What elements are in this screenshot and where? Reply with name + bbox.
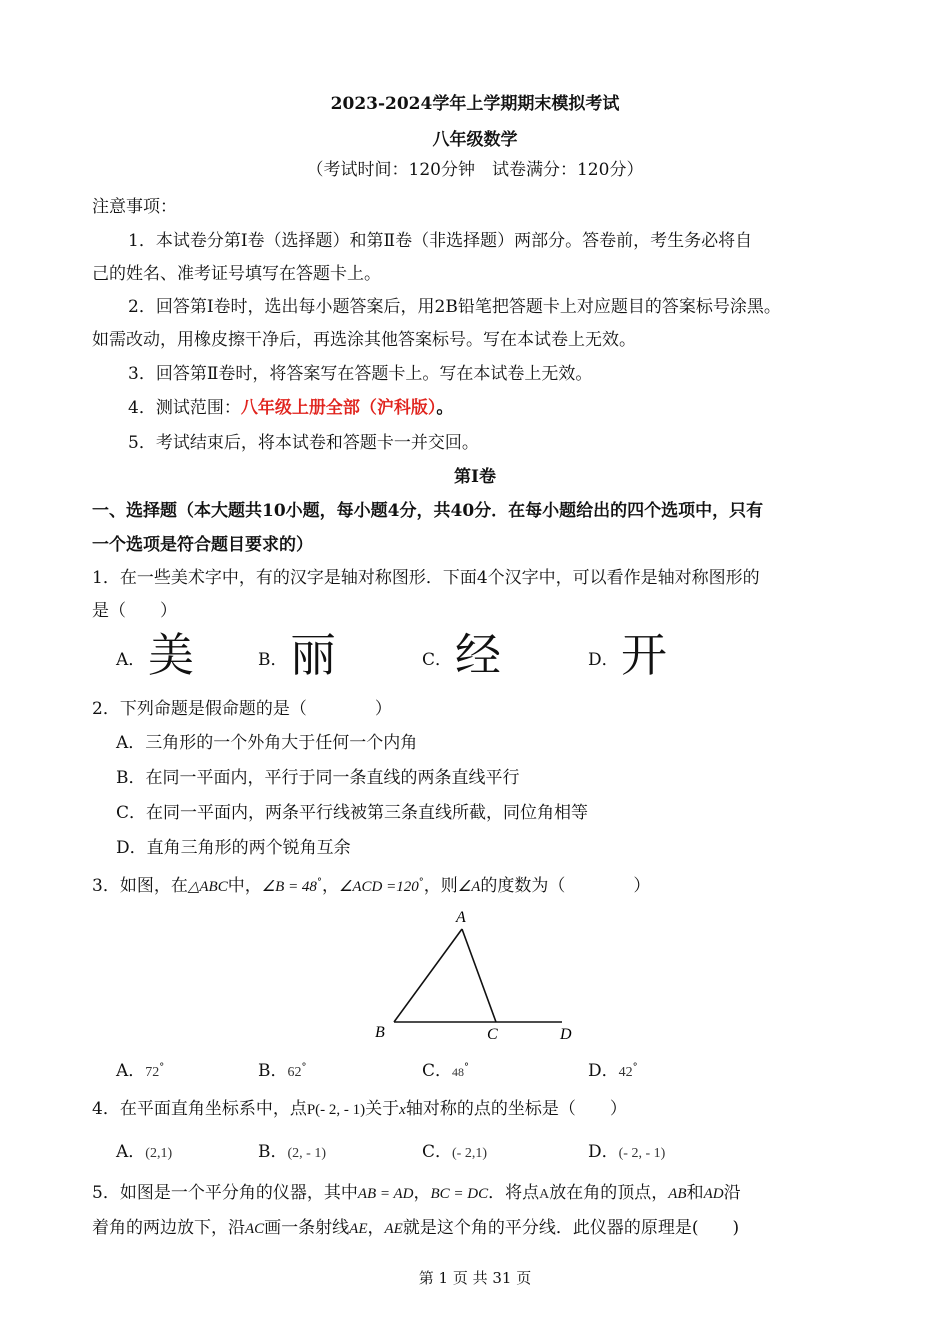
q5-line2-text-3: ， bbox=[367, 1218, 385, 1238]
q3-option-b bbox=[258, 1056, 307, 1085]
degree-symbol: ° bbox=[159, 1062, 165, 1073]
q4-text-1: 4．在平面直角坐标系中，点 bbox=[92, 1099, 307, 1119]
q3-math-angle-acd: ∠ACD =120 bbox=[338, 879, 419, 895]
q4-text-2: 关于 bbox=[365, 1099, 400, 1119]
exam-info: （考试时间：120分钟 试卷满分：120分） bbox=[306, 160, 644, 180]
degree-symbol: ° bbox=[418, 877, 424, 888]
q4-option-b-label: B． bbox=[258, 1142, 288, 1162]
q1-option-d-label: D． bbox=[588, 650, 619, 670]
note-5: 5．考试结束后，将本试卷和答题卡一并交回。 bbox=[128, 433, 479, 453]
q2-option-d: D．直角三角形的两个锐角互余 bbox=[116, 838, 351, 858]
point-label-c: C bbox=[487, 1026, 498, 1043]
q3-option-a bbox=[116, 1056, 164, 1085]
page-number: 第 1 页 共 31 页 bbox=[418, 1269, 532, 1287]
q3-option-d-value: 42 bbox=[618, 1065, 633, 1080]
point-label-a: A bbox=[456, 909, 466, 926]
segment-ab bbox=[394, 929, 462, 1022]
q5-math-ae: AE bbox=[349, 1221, 368, 1237]
q5-math-ad: AD bbox=[703, 1186, 724, 1202]
q4-math-x: x bbox=[399, 1102, 406, 1118]
volume-title: 第Ⅰ卷 bbox=[454, 467, 496, 487]
q5-text-4: 放在角的顶点， bbox=[549, 1183, 669, 1203]
q5-text-1: 5．如图是一个平分角的仪器，其中 bbox=[92, 1183, 358, 1203]
q5-text-6: 沿 bbox=[723, 1183, 741, 1203]
exam-title: 2023-2024学年上学期期末模拟考试 bbox=[330, 94, 620, 114]
section-1-heading-line-1: 一、选择题（本大题共10小题，每小题4分，共40分．在每小题给出的四个选项中，只有 bbox=[92, 501, 764, 521]
q4-option-a-value: (2,1) bbox=[145, 1146, 173, 1161]
q5-text-5: 和 bbox=[686, 1183, 704, 1203]
q5-line2-text-1: 着角的两边放下，沿 bbox=[92, 1218, 245, 1238]
note-4-prefix: 4．测试范围： bbox=[128, 398, 241, 418]
q4-option-c-value: (- 2,1) bbox=[452, 1146, 488, 1161]
notes-heading: 注意事项： bbox=[92, 197, 177, 217]
q4-option-b-value: (2, - 1) bbox=[287, 1146, 326, 1161]
q3-text-4: ，则 bbox=[423, 876, 458, 896]
degree-symbol: ° bbox=[301, 1062, 307, 1073]
q3-stem bbox=[92, 871, 650, 899]
q4-math-point: P(- 2, - 1) bbox=[306, 1102, 366, 1118]
q5-stem-line-2 bbox=[92, 1216, 739, 1241]
point-label-b: B bbox=[375, 1024, 385, 1041]
note-2-line-1: 2．回答第Ⅰ卷时，选出每小题答案后，用2B铅笔把答题卡上对应题目的答案标号涂黑。 bbox=[128, 297, 781, 317]
q1-option-b-label: B． bbox=[258, 650, 288, 670]
q3-option-b-label: B． bbox=[258, 1061, 288, 1081]
test-scope-highlight: 八年级上册全部（沪科版） bbox=[240, 398, 437, 418]
q3-option-c bbox=[422, 1056, 469, 1084]
q5-math-ac: AC bbox=[245, 1221, 265, 1237]
q1-stem-line-2: 是（ ） bbox=[92, 601, 177, 621]
note-4-suffix: 。 bbox=[436, 398, 454, 418]
q5-math-ab: AB bbox=[668, 1186, 687, 1202]
note-1-line-1: 1．本试卷分第Ⅰ卷（选择题）和第Ⅱ卷（非选择题）两部分。答卷前，考生务必将自 bbox=[128, 231, 753, 251]
q5-math-ab-ad: AB = AD bbox=[357, 1186, 414, 1202]
q3-text-1: 3．如图，在 bbox=[92, 876, 188, 896]
q4-text-3: 轴对称的点的坐标是（ ） bbox=[405, 1099, 627, 1119]
q3-option-b-value: 62 bbox=[287, 1065, 302, 1080]
degree-symbol: ° bbox=[464, 1062, 470, 1073]
note-4 bbox=[128, 396, 453, 420]
q4-option-b bbox=[258, 1140, 326, 1166]
note-1-line-2: 己的姓名、准考证号填写在答题卡上。 bbox=[92, 264, 381, 284]
q3-text-2: 中， bbox=[227, 876, 262, 896]
q3-option-c-label: C． bbox=[422, 1061, 453, 1081]
q2-option-b: B．在同一平面内，平行于同一条直线的两条直线平行 bbox=[116, 768, 520, 788]
q3-math-angle-a: ∠A bbox=[457, 879, 481, 895]
segment-ac bbox=[462, 929, 496, 1022]
exam-subject: 八年级数学 bbox=[432, 130, 518, 150]
q4-option-d-value: (- 2, - 1) bbox=[618, 1146, 666, 1161]
q3-option-a-value: 72 bbox=[145, 1065, 160, 1080]
q2-stem: 2．下列命题是假命题的是（ ） bbox=[92, 699, 392, 719]
q3-option-d bbox=[588, 1056, 638, 1085]
q5-text-2: ， bbox=[413, 1183, 431, 1203]
q5-math-a: A bbox=[539, 1187, 550, 1202]
q1-option-d-char: 开 bbox=[621, 628, 667, 682]
q4-option-d-label: D． bbox=[588, 1142, 619, 1162]
point-label-d: D bbox=[560, 1026, 572, 1043]
q1-stem-line-1: 1．在一些美术字中，有的汉字是轴对称图形．下面4个汉字中，可以看作是轴对称图形的 bbox=[92, 568, 760, 588]
q5-math-ae-2: AE bbox=[384, 1221, 403, 1237]
q1-option-b-char: 丽 bbox=[290, 628, 336, 682]
q4-stem bbox=[92, 1097, 627, 1122]
q5-text-3: ．将点 bbox=[488, 1183, 540, 1203]
q3-option-c-value: 48 bbox=[452, 1065, 465, 1079]
section-1-heading-line-2: 一个选项是符合题目要求的） bbox=[92, 535, 313, 555]
q4-option-d bbox=[588, 1140, 665, 1166]
q3-option-a-label: A． bbox=[116, 1061, 146, 1081]
q5-stem-line-1 bbox=[92, 1181, 741, 1207]
q3-math-triangle: △ABC bbox=[187, 879, 228, 895]
q3-option-d-label: D． bbox=[588, 1061, 619, 1081]
note-3: 3．回答第Ⅱ卷时，将答案写在答题卡上。写在本试卷上无效。 bbox=[128, 364, 593, 384]
q3-math-angle-b: ∠B = 48 bbox=[261, 879, 317, 895]
note-2-line-2: 如需改动，用橡皮擦干净后，再选涂其他答案标号。写在本试卷上无效。 bbox=[92, 330, 636, 350]
q2-option-a: A．三角形的一个外角大于任何一个内角 bbox=[116, 733, 418, 753]
q4-option-a bbox=[116, 1140, 172, 1166]
q1-option-c-char: 经 bbox=[455, 628, 501, 682]
degree-symbol: ° bbox=[316, 877, 322, 888]
q2-option-c: C．在同一平面内，两条平行线被第三条直线所截，同位角相等 bbox=[116, 803, 589, 823]
q1-option-a-label: A． bbox=[116, 650, 146, 670]
q5-line2-text-2: 画一条射线 bbox=[264, 1218, 350, 1238]
q4-option-c-label: C． bbox=[422, 1142, 453, 1162]
q5-math-bc-dc: BC = DC bbox=[430, 1186, 489, 1202]
q3-text-3: ， bbox=[321, 876, 339, 896]
q1-option-a-char: 美 bbox=[148, 628, 194, 682]
q4-option-a-label: A． bbox=[116, 1142, 146, 1162]
degree-symbol: ° bbox=[632, 1062, 638, 1073]
q1-option-c-label: C． bbox=[422, 650, 453, 670]
q3-triangle-figure bbox=[360, 900, 600, 1050]
q4-option-c bbox=[422, 1140, 487, 1166]
q3-text-5: 的度数为（ ） bbox=[480, 876, 651, 896]
q5-line2-text-4: 就是这个角的平分线．此仪器的原理是( ) bbox=[402, 1218, 740, 1238]
